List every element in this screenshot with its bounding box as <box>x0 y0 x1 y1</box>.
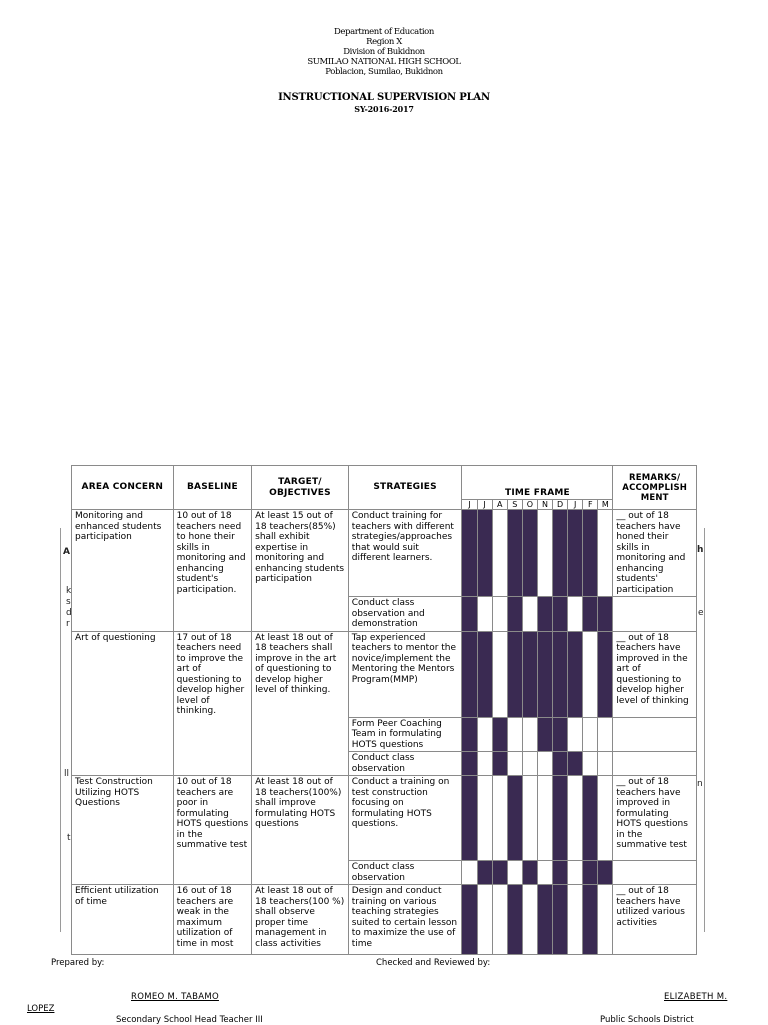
ghost-fragment: A <box>63 547 70 557</box>
timeframe-cell <box>583 885 598 955</box>
timeframe-cell <box>507 717 522 752</box>
timeframe-cell <box>568 752 583 776</box>
timeframe-cell <box>462 861 477 885</box>
remarks-cell: __ out of 18 teachers have improved in formulating HOTS questions in the summative test <box>613 776 697 861</box>
target-cell: At least 18 out of 18 teachers(100 %) shall observe proper time management in class activities <box>252 885 349 955</box>
area-concern-cell: Test Construction Utilizing HOTS Questions <box>72 776 174 885</box>
strategy-cell: Conduct class observation <box>348 752 462 776</box>
office-line: Department of Education <box>334 27 434 37</box>
supervision-plan-table <box>71 465 697 955</box>
ghost-fragment: r <box>66 619 70 629</box>
timeframe-cell <box>537 510 552 597</box>
header-baseline: BASELINE <box>173 466 252 510</box>
timeframe-cell <box>507 776 522 861</box>
month-header: J <box>477 500 492 510</box>
timeframe-cell <box>583 861 598 885</box>
preparer-name: ROMEO M. TABAMO <box>131 992 219 1002</box>
timeframe-cell <box>537 752 552 776</box>
office-line: SUMILAO NATIONAL HIGH SCHOOL <box>307 57 461 67</box>
timeframe-cell <box>553 861 568 885</box>
timeframe-cell <box>537 597 552 632</box>
timeframe-cell <box>598 597 613 632</box>
timeframe-cell <box>492 717 507 752</box>
timeframe-cell <box>492 510 507 597</box>
timeframe-cell <box>583 597 598 632</box>
reviewer-position: Public Schools District <box>600 1015 694 1025</box>
ghost-fragment: s <box>66 597 71 607</box>
ghost-fragment: e <box>698 608 704 618</box>
timeframe-cell <box>598 861 613 885</box>
baseline-cell: 16 out of 18 teachers are weak in the maximum utilization of time in most <box>173 885 252 955</box>
strategy-cell: Form Peer Coaching Team in formulating HOTS questions <box>348 717 462 752</box>
timeframe-cell <box>568 631 583 717</box>
timeframe-cell <box>553 752 568 776</box>
remarks-cell: __ out of 18 teachers have utilized various activities <box>613 885 697 955</box>
timeframe-cell <box>462 885 477 955</box>
timeframe-cell <box>462 631 477 717</box>
timeframe-cell <box>477 752 492 776</box>
ghost-fragment: h <box>697 545 704 555</box>
timeframe-cell <box>522 597 537 632</box>
timeframe-cell <box>492 631 507 717</box>
timeframe-cell <box>477 861 492 885</box>
timeframe-cell <box>462 597 477 632</box>
timeframe-cell <box>507 597 522 632</box>
timeframe-cell <box>492 861 507 885</box>
strategy-cell: Conduct class observation <box>348 861 462 885</box>
timeframe-cell <box>583 752 598 776</box>
timeframe-cell <box>522 717 537 752</box>
area-concern-cell: Efficient utilization of time <box>72 885 174 955</box>
month-header: S <box>507 500 522 510</box>
timeframe-cell <box>583 510 598 597</box>
timeframe-cell <box>537 861 552 885</box>
timeframe-cell <box>568 510 583 597</box>
timeframe-cell <box>462 752 477 776</box>
header-remarks: REMARKS/ ACCOMPLISH MENT <box>613 466 697 510</box>
timeframe-cell <box>477 776 492 861</box>
remarks-cell-empty <box>613 752 697 776</box>
month-header: F <box>583 500 598 510</box>
timeframe-cell <box>598 776 613 861</box>
timeframe-cell <box>522 861 537 885</box>
timeframe-cell <box>477 597 492 632</box>
timeframe-cell <box>553 717 568 752</box>
timeframe-cell <box>598 885 613 955</box>
timeframe-cell <box>462 510 477 597</box>
table-row <box>72 510 697 597</box>
timeframe-cell <box>477 510 492 597</box>
school-year: SY-2016-2017 <box>354 104 414 114</box>
timeframe-cell <box>477 631 492 717</box>
ghost-fragment: d <box>66 608 72 618</box>
strategy-cell: Design and conduct training on various teaching strategies suited to certain lesson to maximize the use of time <box>348 885 462 955</box>
office-line: Region X <box>366 37 402 47</box>
timeframe-cell <box>507 510 522 597</box>
timeframe-cell <box>477 717 492 752</box>
timeframe-cell <box>553 631 568 717</box>
remarks-cell: __ out of 18 teachers have honed their skills in monitoring and enhancing students' participation <box>613 510 697 597</box>
strategy-cell: Conduct a training on test construction focusing on formulating HOTS questions. <box>348 776 462 861</box>
header-target: TARGET/ OBJECTIVES <box>252 466 349 510</box>
baseline-cell: 10 out of 18 teachers need to hone their skills in monitoring and enhancing student's participation. <box>173 510 252 632</box>
timeframe-cell <box>522 752 537 776</box>
timeframe-cell <box>477 885 492 955</box>
strategy-cell: Conduct training for teachers with different strategies/approaches that would suit different learners. <box>348 510 462 597</box>
ghost-fragment: n <box>697 779 703 789</box>
month-header: D <box>553 500 568 510</box>
reviewer-name: ELIZABETH M. <box>664 992 728 1002</box>
timeframe-cell <box>507 885 522 955</box>
month-header: A <box>492 500 507 510</box>
timeframe-cell <box>507 861 522 885</box>
ghost-fragment: t <box>67 833 71 843</box>
timeframe-cell <box>522 631 537 717</box>
header-area-concern: AREA CONCERN <box>72 466 174 510</box>
timeframe-cell <box>462 717 477 752</box>
baseline-cell: 10 out of 18 teachers are poor in formulating HOTS questions in the summative test <box>173 776 252 885</box>
header-time-frame: TIME FRAME <box>462 466 613 500</box>
office-line: Division of Bukidnon <box>343 47 425 57</box>
timeframe-cell <box>492 885 507 955</box>
timeframe-cell <box>492 776 507 861</box>
timeframe-cell <box>553 776 568 861</box>
table-row <box>72 776 697 861</box>
remarks-cell-empty <box>613 717 697 752</box>
area-concern-cell: Monitoring and enhanced students participation <box>72 510 174 632</box>
reviewer-surname: LOPEZ <box>27 1004 55 1014</box>
timeframe-cell <box>568 861 583 885</box>
timeframe-cell <box>522 510 537 597</box>
timeframe-cell <box>537 717 552 752</box>
month-header: N <box>537 500 552 510</box>
timeframe-cell <box>568 776 583 861</box>
timeframe-cell <box>537 631 552 717</box>
target-cell: At least 18 out of 18 teachers(100%) shall improve formulating HOTS questions <box>252 776 349 885</box>
month-header: O <box>522 500 537 510</box>
timeframe-cell <box>522 885 537 955</box>
timeframe-cell <box>598 631 613 717</box>
target-cell: At least 15 out of 18 teachers(85%) shall exhibit expertise in monitoring and enhancing students participation <box>252 510 349 632</box>
timeframe-cell <box>583 717 598 752</box>
remarks-cell-empty <box>613 597 697 632</box>
strategy-cell: Conduct class observation and demonstration <box>348 597 462 632</box>
month-header: J <box>568 500 583 510</box>
table-row <box>72 631 697 717</box>
header-strategies: STRATEGIES <box>348 466 462 510</box>
strategy-cell: Tap experienced teachers to mentor the novice/implement the Mentoring the Mentors Program(MMP) <box>348 631 462 717</box>
timeframe-cell <box>492 597 507 632</box>
baseline-cell: 17 out of 18 teachers need to improve the art of questioning to develop higher level of thinking. <box>173 631 252 776</box>
timeframe-cell <box>583 631 598 717</box>
office-line: Poblacion, Sumilao, Bukidnon <box>325 67 443 77</box>
timeframe-cell <box>553 510 568 597</box>
preparer-position: Secondary School Head Teacher III <box>116 1015 263 1025</box>
timeframe-cell <box>583 776 598 861</box>
prepared-by-label: Prepared by: <box>51 958 105 968</box>
plan-title: INSTRUCTIONAL SUPERVISION PLAN <box>278 92 490 103</box>
timeframe-cell <box>553 597 568 632</box>
timeframe-cell <box>598 510 613 597</box>
month-header: J <box>462 500 477 510</box>
timeframe-cell <box>522 776 537 861</box>
month-header: M <box>598 500 613 510</box>
timeframe-cell <box>598 752 613 776</box>
timeframe-cell <box>568 885 583 955</box>
table-row <box>72 885 697 955</box>
remarks-cell: __ out of 18 teachers have improved in the art of questioning to develop higher level of thinking <box>613 631 697 717</box>
remarks-cell-empty <box>613 861 697 885</box>
area-concern-cell: Art of questioning <box>72 631 174 776</box>
timeframe-cell <box>537 776 552 861</box>
timeframe-cell <box>598 717 613 752</box>
timeframe-cell <box>568 717 583 752</box>
timeframe-cell <box>507 631 522 717</box>
checked-by-label: Checked and Reviewed by: <box>376 958 491 968</box>
ghost-fragment: ll <box>64 769 70 779</box>
timeframe-cell <box>462 776 477 861</box>
timeframe-cell <box>492 752 507 776</box>
timeframe-cell <box>507 752 522 776</box>
timeframe-cell <box>568 597 583 632</box>
ghost-fragment: k <box>66 586 72 596</box>
target-cell: At least 18 out of 18 teachers shall improve in the art of questioning to develop higher level of thinking. <box>252 631 349 776</box>
timeframe-cell <box>537 885 552 955</box>
timeframe-cell <box>553 885 568 955</box>
